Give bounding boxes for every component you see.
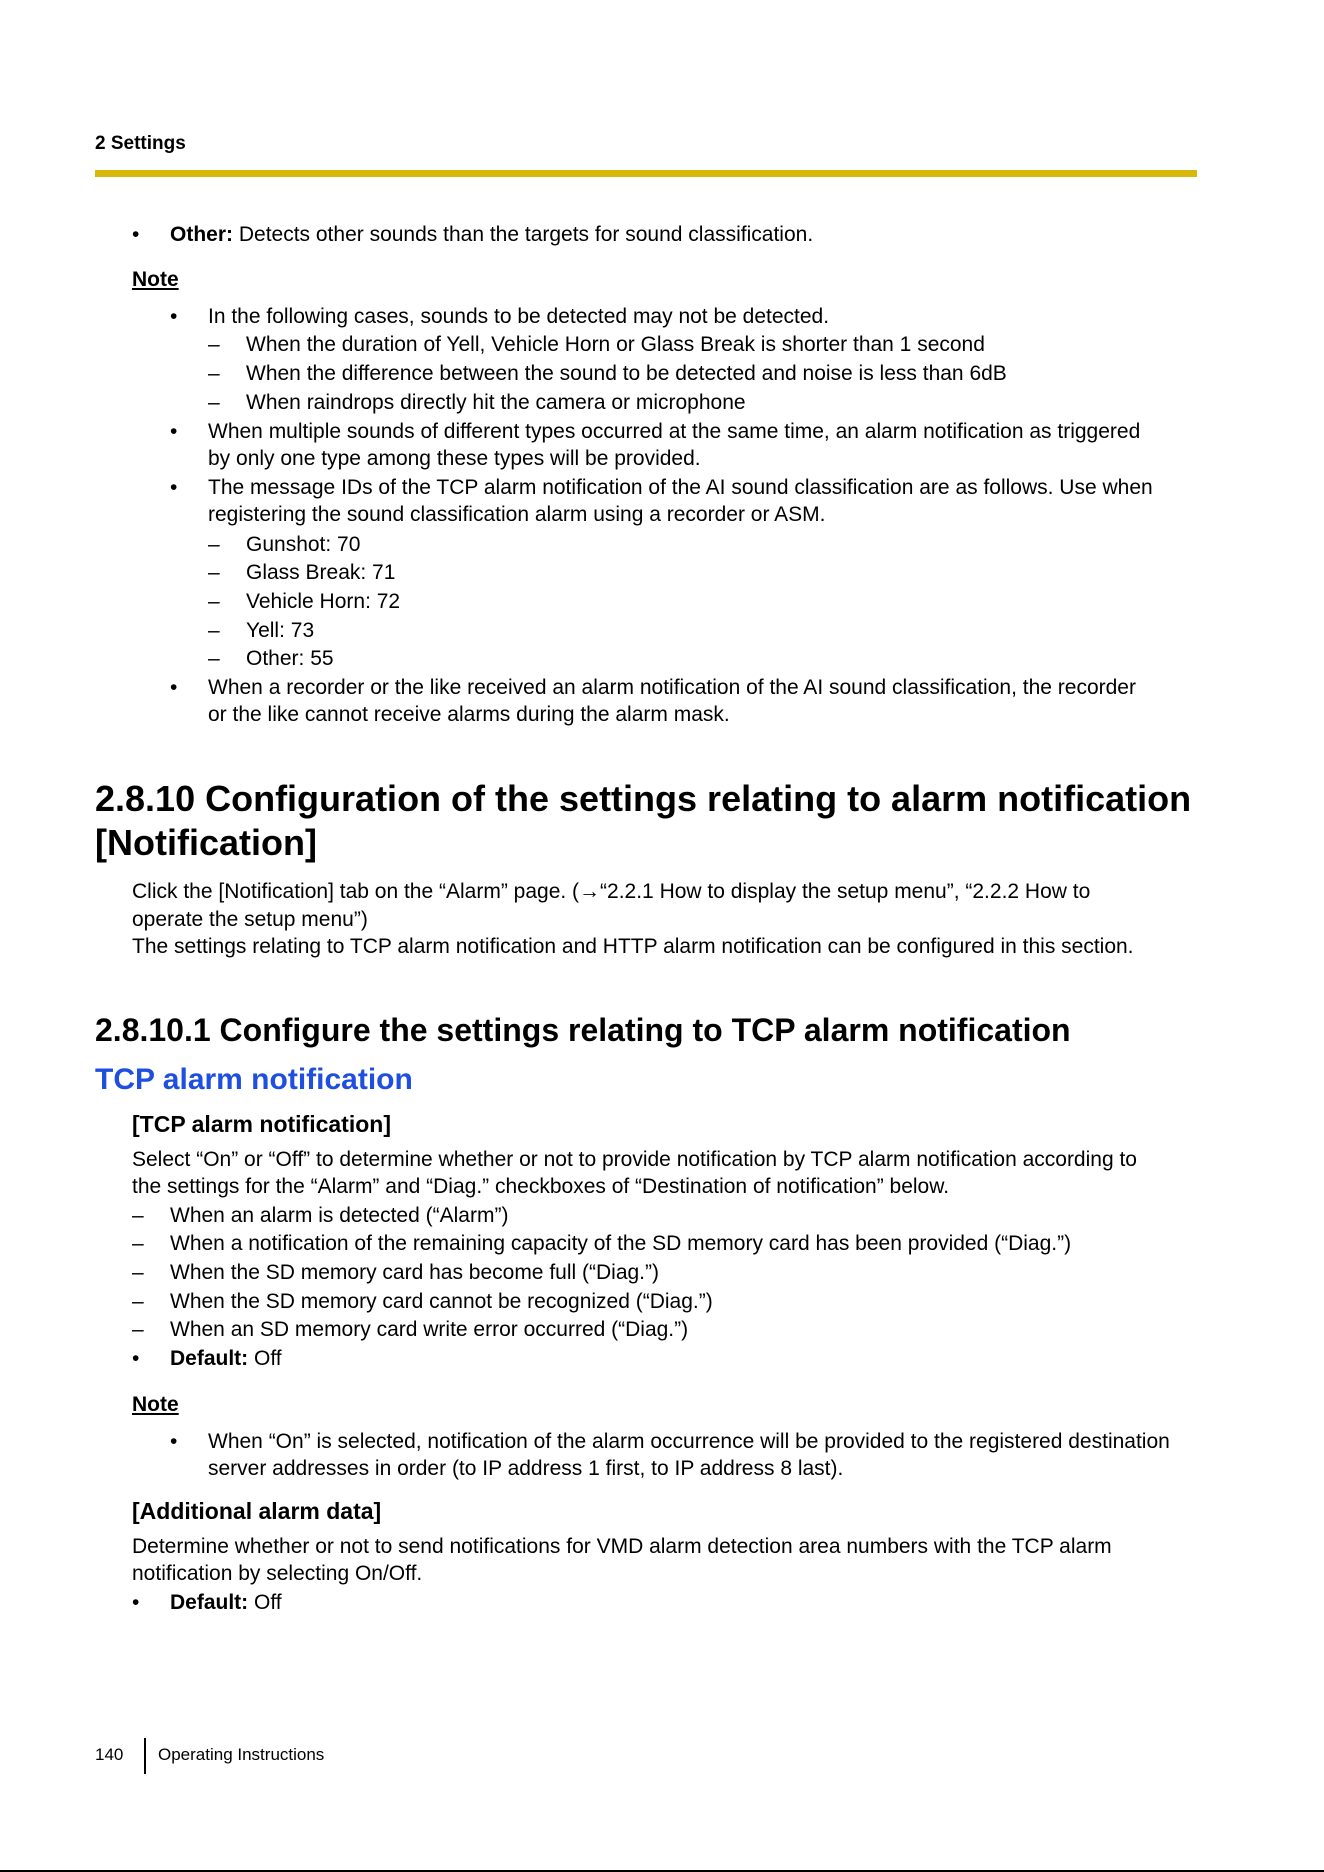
other-term: Other: xyxy=(170,223,233,246)
param-desc: Determine whether or not to send notifications for VMD alarm detection area numbers with the TCP alarm xyxy=(132,1535,1112,1558)
subsection-title: 2.8.10.1 Configure the settings relating to TCP alarm notification xyxy=(95,1012,1071,1048)
note-bullet-text: by only one type among these types will be provided. xyxy=(208,447,701,470)
case-text: When the SD memory card cannot be recognized (“Diag.”) xyxy=(170,1290,713,1313)
param-heading: [TCP alarm notification] xyxy=(132,1111,391,1137)
note-bullet-text: When multiple sounds of different types occurred at the same time, an alarm notification as triggered xyxy=(208,420,1141,443)
param-desc: the settings for the “Alarm” and “Diag.” checkboxes of “Destination of notification” below. xyxy=(132,1175,950,1198)
note-bullet-text: When a recorder or the like received an alarm notification of the AI sound classification, the recorder xyxy=(208,676,1136,699)
note-bullet-text: or the like cannot receive alarms during the alarm mask. xyxy=(208,703,730,726)
note-bullet-text: server addresses in order (to IP address 1 first, to IP address 8 last). xyxy=(208,1457,844,1480)
default-value: Off xyxy=(254,1347,282,1370)
note-dash-text: When the duration of Yell, Vehicle Horn or Glass Break is shorter than 1 second xyxy=(246,333,985,356)
default-value: Off xyxy=(254,1591,282,1614)
default-label: Default: xyxy=(170,1347,249,1370)
message-id-text: Yell: 73 xyxy=(246,619,315,642)
message-id-text: Gunshot: 70 xyxy=(246,533,361,556)
footer-divider xyxy=(144,1738,146,1774)
note-bullet-text: The message IDs of the TCP alarm notification of the AI sound classification are as follows. Use when xyxy=(208,476,1153,499)
note-bullet-text: registering the sound classification alarm using a recorder or ASM. xyxy=(208,503,826,526)
param-heading: [Additional alarm data] xyxy=(132,1498,382,1524)
note-label: Note xyxy=(132,1393,179,1416)
param-desc: notification by selecting On/Off. xyxy=(132,1562,423,1585)
page-number: 140 xyxy=(95,1745,124,1764)
footer-doc-title: Operating Instructions xyxy=(158,1745,325,1764)
section-intro: operate the setup menu”) xyxy=(132,908,368,931)
section-title: [Notification] xyxy=(95,822,317,863)
message-id-text: Vehicle Horn: 72 xyxy=(246,590,401,613)
case-text: When an alarm is detected (“Alarm”) xyxy=(170,1204,509,1227)
section-intro: The settings relating to TCP alarm notification and HTTP alarm notification can be configured in this section. xyxy=(132,935,1134,958)
case-text: When a notification of the remaining capacity of the SD memory card has been provided (“Diag.”) xyxy=(170,1232,1072,1255)
note-label: Note xyxy=(132,268,179,291)
header-rule xyxy=(95,170,1197,177)
section-intro: Click the [Notification] tab on the “Alarm” page. (→“2.2.1 How to display the setup menu”, “2.2.2 How to xyxy=(132,880,1091,903)
note-dash-text: When raindrops directly hit the camera or microphone xyxy=(246,391,746,414)
running-header: 2 Settings xyxy=(95,133,186,154)
default-label: Default: xyxy=(170,1591,249,1614)
blue-heading: TCP alarm notification xyxy=(95,1063,413,1096)
note-dash-text: When the difference between the sound to be detected and noise is less than 6dB xyxy=(246,362,1007,385)
note-bullet-text: In the following cases, sounds to be detected may not be detected. xyxy=(208,305,830,328)
message-id-text: Other: 55 xyxy=(246,647,334,670)
case-text: When the SD memory card has become full (“Diag.”) xyxy=(170,1261,659,1284)
other-text: Detects other sounds than the targets for sound classification. xyxy=(238,223,814,246)
param-desc: Select “On” or “Off” to determine whether or not to provide notification by TCP alarm notification according to xyxy=(132,1148,1137,1171)
note-bullet-text: When “On” is selected, notification of the alarm occurrence will be provided to the registered destination xyxy=(208,1430,1170,1453)
section-title: 2.8.10 Configuration of the settings relating to alarm notification xyxy=(95,778,1192,819)
case-text: When an SD memory card write error occurred (“Diag.”) xyxy=(170,1318,689,1341)
message-id-text: Glass Break: 71 xyxy=(246,561,396,584)
